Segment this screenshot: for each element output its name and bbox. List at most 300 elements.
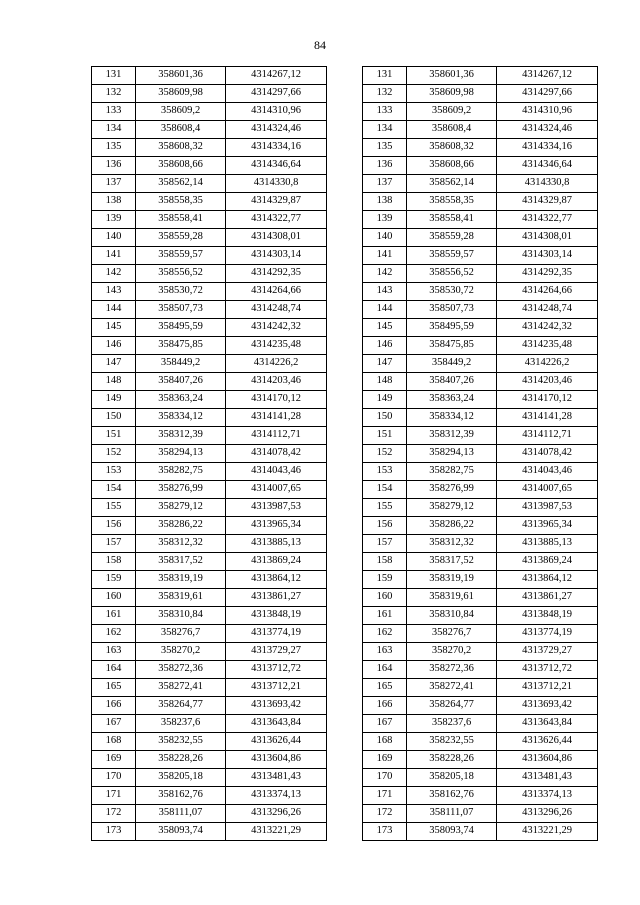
table-row [92, 499, 327, 517]
point-number-cell: 167 [363, 715, 407, 733]
point-number-cell: 160 [92, 589, 136, 607]
table-row [92, 175, 327, 193]
y-coordinate-cell: 4314310,96 [226, 103, 327, 121]
point-number-cell: 165 [92, 679, 136, 697]
x-coordinate-cell: 358264,77 [407, 697, 497, 715]
table-row [363, 625, 598, 643]
y-coordinate-cell: 4313712,21 [497, 679, 598, 697]
table-row [363, 139, 598, 157]
x-coordinate-cell: 358530,72 [136, 283, 226, 301]
y-coordinate-cell: 4313861,27 [226, 589, 327, 607]
y-coordinate-cell: 4314297,66 [497, 85, 598, 103]
point-number-cell: 133 [363, 103, 407, 121]
x-coordinate-cell: 358407,26 [136, 373, 226, 391]
x-coordinate-cell: 358276,7 [136, 625, 226, 643]
point-number-cell: 172 [92, 805, 136, 823]
y-coordinate-cell: 4314322,77 [226, 211, 327, 229]
table-row [92, 571, 327, 589]
x-coordinate-cell: 358559,57 [407, 247, 497, 265]
point-number-cell: 131 [363, 67, 407, 85]
y-coordinate-cell: 4314141,28 [497, 409, 598, 427]
table-row [363, 661, 598, 679]
y-coordinate-cell: 4314235,48 [497, 337, 598, 355]
table-row [92, 679, 327, 697]
x-coordinate-cell: 358286,22 [136, 517, 226, 535]
table-row [92, 625, 327, 643]
y-coordinate-cell: 4314078,42 [226, 445, 327, 463]
y-coordinate-cell: 4314264,66 [497, 283, 598, 301]
y-coordinate-cell: 4314043,46 [226, 463, 327, 481]
table-row [92, 337, 327, 355]
y-coordinate-cell: 4313221,29 [497, 823, 598, 841]
table-body [363, 67, 598, 841]
table-row [363, 733, 598, 751]
table-row [363, 391, 598, 409]
point-number-cell: 152 [92, 445, 136, 463]
x-coordinate-cell: 358282,75 [136, 463, 226, 481]
x-coordinate-cell: 358495,59 [136, 319, 226, 337]
table-row [363, 463, 598, 481]
x-coordinate-cell: 358407,26 [407, 373, 497, 391]
x-coordinate-cell: 358608,32 [136, 139, 226, 157]
point-number-cell: 138 [92, 193, 136, 211]
table-row [92, 535, 327, 553]
y-coordinate-cell: 4314043,46 [497, 463, 598, 481]
x-coordinate-cell: 358558,41 [136, 211, 226, 229]
table-row [363, 553, 598, 571]
y-coordinate-cell: 4314292,35 [226, 265, 327, 283]
y-coordinate-cell: 4313693,42 [226, 697, 327, 715]
point-number-cell: 134 [363, 121, 407, 139]
table-row [363, 517, 598, 535]
table-row [363, 211, 598, 229]
point-number-cell: 158 [92, 553, 136, 571]
x-coordinate-cell: 358272,36 [407, 661, 497, 679]
y-coordinate-cell: 4313869,24 [497, 553, 598, 571]
table-row [363, 319, 598, 337]
y-coordinate-cell: 4314248,74 [497, 301, 598, 319]
point-number-cell: 156 [363, 517, 407, 535]
table-row [363, 481, 598, 499]
y-coordinate-cell: 4313965,34 [497, 517, 598, 535]
y-coordinate-cell: 4314329,87 [497, 193, 598, 211]
point-number-cell: 141 [92, 247, 136, 265]
y-coordinate-cell: 4313374,13 [497, 787, 598, 805]
x-coordinate-cell: 358232,55 [136, 733, 226, 751]
y-coordinate-cell: 4313693,42 [497, 697, 598, 715]
x-coordinate-cell: 358294,13 [407, 445, 497, 463]
table-row [363, 571, 598, 589]
point-number-cell: 171 [363, 787, 407, 805]
point-number-cell: 151 [92, 427, 136, 445]
point-number-cell: 140 [92, 229, 136, 247]
y-coordinate-cell: 4314226,2 [497, 355, 598, 373]
table-row [92, 427, 327, 445]
point-number-cell: 155 [92, 499, 136, 517]
table-row [363, 697, 598, 715]
y-coordinate-cell: 4314334,16 [226, 139, 327, 157]
y-coordinate-cell: 4314346,64 [497, 157, 598, 175]
x-coordinate-cell: 358286,22 [407, 517, 497, 535]
coordinates-table-left [91, 66, 327, 841]
y-coordinate-cell: 4314112,71 [497, 427, 598, 445]
table-body [92, 67, 327, 841]
x-coordinate-cell: 358609,98 [407, 85, 497, 103]
point-number-cell: 131 [92, 67, 136, 85]
y-coordinate-cell: 4314310,96 [497, 103, 598, 121]
point-number-cell: 144 [92, 301, 136, 319]
table-row [363, 715, 598, 733]
table-row [363, 355, 598, 373]
y-coordinate-cell: 4313481,43 [497, 769, 598, 787]
table-row [363, 301, 598, 319]
x-coordinate-cell: 358609,98 [136, 85, 226, 103]
x-coordinate-cell: 358608,32 [407, 139, 497, 157]
point-number-cell: 142 [92, 265, 136, 283]
y-coordinate-cell: 4313296,26 [226, 805, 327, 823]
table-row [363, 265, 598, 283]
x-coordinate-cell: 358279,12 [136, 499, 226, 517]
x-coordinate-cell: 358363,24 [407, 391, 497, 409]
x-coordinate-cell: 358272,36 [136, 661, 226, 679]
point-number-cell: 147 [92, 355, 136, 373]
y-coordinate-cell: 4314324,46 [226, 121, 327, 139]
point-number-cell: 159 [363, 571, 407, 589]
table-row [363, 157, 598, 175]
x-coordinate-cell: 358495,59 [407, 319, 497, 337]
y-coordinate-cell: 4314112,71 [226, 427, 327, 445]
x-coordinate-cell: 358558,41 [407, 211, 497, 229]
y-coordinate-cell: 4314267,12 [226, 67, 327, 85]
table-row [92, 409, 327, 427]
x-coordinate-cell: 358558,35 [136, 193, 226, 211]
table-row [92, 589, 327, 607]
y-coordinate-cell: 4314203,46 [497, 373, 598, 391]
table-row [92, 463, 327, 481]
y-coordinate-cell: 4313481,43 [226, 769, 327, 787]
y-coordinate-cell: 4313864,12 [226, 571, 327, 589]
table-row [363, 121, 598, 139]
y-coordinate-cell: 4314330,8 [497, 175, 598, 193]
y-coordinate-cell: 4314242,32 [497, 319, 598, 337]
point-number-cell: 146 [363, 337, 407, 355]
table-row [363, 283, 598, 301]
x-coordinate-cell: 358319,61 [136, 589, 226, 607]
point-number-cell: 167 [92, 715, 136, 733]
point-number-cell: 153 [92, 463, 136, 481]
point-number-cell: 132 [363, 85, 407, 103]
point-number-cell: 148 [92, 373, 136, 391]
y-coordinate-cell: 4313712,21 [226, 679, 327, 697]
point-number-cell: 170 [363, 769, 407, 787]
x-coordinate-cell: 358312,32 [407, 535, 497, 553]
y-coordinate-cell: 4314170,12 [497, 391, 598, 409]
y-coordinate-cell: 4314248,74 [226, 301, 327, 319]
x-coordinate-cell: 358228,26 [136, 751, 226, 769]
y-coordinate-cell: 4314007,65 [226, 481, 327, 499]
table-row [92, 769, 327, 787]
point-number-cell: 154 [92, 481, 136, 499]
y-coordinate-cell: 4313729,27 [226, 643, 327, 661]
y-coordinate-cell: 4313643,84 [226, 715, 327, 733]
table-row [92, 661, 327, 679]
x-coordinate-cell: 358205,18 [407, 769, 497, 787]
point-number-cell: 145 [363, 319, 407, 337]
table-row [92, 553, 327, 571]
x-coordinate-cell: 358530,72 [407, 283, 497, 301]
point-number-cell: 169 [363, 751, 407, 769]
table-row [92, 67, 327, 85]
y-coordinate-cell: 4314330,8 [226, 175, 327, 193]
y-coordinate-cell: 4314007,65 [497, 481, 598, 499]
x-coordinate-cell: 358475,85 [407, 337, 497, 355]
x-coordinate-cell: 358312,32 [136, 535, 226, 553]
point-number-cell: 162 [92, 625, 136, 643]
point-number-cell: 138 [363, 193, 407, 211]
y-coordinate-cell: 4313869,24 [226, 553, 327, 571]
point-number-cell: 155 [363, 499, 407, 517]
point-number-cell: 135 [363, 139, 407, 157]
point-number-cell: 149 [363, 391, 407, 409]
point-number-cell: 133 [92, 103, 136, 121]
x-coordinate-cell: 358276,99 [136, 481, 226, 499]
point-number-cell: 150 [363, 409, 407, 427]
x-coordinate-cell: 358562,14 [407, 175, 497, 193]
point-number-cell: 153 [363, 463, 407, 481]
table-row [363, 751, 598, 769]
point-number-cell: 136 [363, 157, 407, 175]
point-number-cell: 170 [92, 769, 136, 787]
point-number-cell: 164 [363, 661, 407, 679]
x-coordinate-cell: 358111,07 [136, 805, 226, 823]
y-coordinate-cell: 4313712,72 [497, 661, 598, 679]
table-row [92, 319, 327, 337]
x-coordinate-cell: 358562,14 [136, 175, 226, 193]
table-row [363, 643, 598, 661]
y-coordinate-cell: 4313885,13 [226, 535, 327, 553]
y-coordinate-cell: 4314226,2 [226, 355, 327, 373]
y-coordinate-cell: 4314267,12 [497, 67, 598, 85]
x-coordinate-cell: 358232,55 [407, 733, 497, 751]
table-row [92, 283, 327, 301]
table-row [92, 247, 327, 265]
y-coordinate-cell: 4314308,01 [226, 229, 327, 247]
y-coordinate-cell: 4314141,28 [226, 409, 327, 427]
x-coordinate-cell: 358319,19 [407, 571, 497, 589]
x-coordinate-cell: 358449,2 [136, 355, 226, 373]
point-number-cell: 139 [363, 211, 407, 229]
y-coordinate-cell: 4314203,46 [226, 373, 327, 391]
point-number-cell: 163 [92, 643, 136, 661]
point-number-cell: 150 [92, 409, 136, 427]
table-row [363, 823, 598, 841]
table-row [92, 607, 327, 625]
y-coordinate-cell: 4313729,27 [497, 643, 598, 661]
y-coordinate-cell: 4313643,84 [497, 715, 598, 733]
x-coordinate-cell: 358282,75 [407, 463, 497, 481]
y-coordinate-cell: 4314303,14 [497, 247, 598, 265]
x-coordinate-cell: 358237,6 [407, 715, 497, 733]
y-coordinate-cell: 4314078,42 [497, 445, 598, 463]
x-coordinate-cell: 358449,2 [407, 355, 497, 373]
table-row [92, 751, 327, 769]
y-coordinate-cell: 4314264,66 [226, 283, 327, 301]
x-coordinate-cell: 358279,12 [407, 499, 497, 517]
table-row [92, 301, 327, 319]
x-coordinate-cell: 358507,73 [407, 301, 497, 319]
table-row [92, 265, 327, 283]
point-number-cell: 140 [363, 229, 407, 247]
x-coordinate-cell: 358601,36 [407, 67, 497, 85]
y-coordinate-cell: 4314170,12 [226, 391, 327, 409]
table-row [92, 697, 327, 715]
point-number-cell: 145 [92, 319, 136, 337]
x-coordinate-cell: 358310,84 [407, 607, 497, 625]
point-number-cell: 173 [363, 823, 407, 841]
x-coordinate-cell: 358093,74 [136, 823, 226, 841]
y-coordinate-cell: 4314242,32 [226, 319, 327, 337]
x-coordinate-cell: 358608,4 [136, 121, 226, 139]
point-number-cell: 173 [92, 823, 136, 841]
table-row [92, 391, 327, 409]
y-coordinate-cell: 4314346,64 [226, 157, 327, 175]
x-coordinate-cell: 358559,28 [136, 229, 226, 247]
y-coordinate-cell: 4313848,19 [497, 607, 598, 625]
point-number-cell: 148 [363, 373, 407, 391]
table-row [92, 193, 327, 211]
x-coordinate-cell: 358162,76 [136, 787, 226, 805]
table-row [363, 787, 598, 805]
y-coordinate-cell: 4314324,46 [497, 121, 598, 139]
y-coordinate-cell: 4314308,01 [497, 229, 598, 247]
x-coordinate-cell: 358093,74 [407, 823, 497, 841]
table-row [92, 373, 327, 391]
point-number-cell: 147 [363, 355, 407, 373]
point-number-cell: 142 [363, 265, 407, 283]
table-row [363, 85, 598, 103]
point-number-cell: 152 [363, 445, 407, 463]
table-row [92, 787, 327, 805]
x-coordinate-cell: 358228,26 [407, 751, 497, 769]
point-number-cell: 157 [363, 535, 407, 553]
point-number-cell: 134 [92, 121, 136, 139]
y-coordinate-cell: 4313626,44 [226, 733, 327, 751]
table-row [363, 373, 598, 391]
point-number-cell: 162 [363, 625, 407, 643]
point-number-cell: 151 [363, 427, 407, 445]
point-number-cell: 161 [363, 607, 407, 625]
y-coordinate-cell: 4313221,29 [226, 823, 327, 841]
table-row [363, 499, 598, 517]
point-number-cell: 163 [363, 643, 407, 661]
point-number-cell: 132 [92, 85, 136, 103]
x-coordinate-cell: 358276,99 [407, 481, 497, 499]
table-row [92, 517, 327, 535]
point-number-cell: 139 [92, 211, 136, 229]
x-coordinate-cell: 358559,28 [407, 229, 497, 247]
x-coordinate-cell: 358609,2 [407, 103, 497, 121]
x-coordinate-cell: 358608,66 [407, 157, 497, 175]
x-coordinate-cell: 358264,77 [136, 697, 226, 715]
table-row [92, 715, 327, 733]
table-row [363, 445, 598, 463]
table-row [92, 805, 327, 823]
point-number-cell: 169 [92, 751, 136, 769]
y-coordinate-cell: 4314322,77 [497, 211, 598, 229]
y-coordinate-cell: 4314292,35 [497, 265, 598, 283]
point-number-cell: 143 [363, 283, 407, 301]
point-number-cell: 137 [92, 175, 136, 193]
table-row [363, 769, 598, 787]
x-coordinate-cell: 358608,66 [136, 157, 226, 175]
table-row [363, 409, 598, 427]
y-coordinate-cell: 4313296,26 [497, 805, 598, 823]
point-number-cell: 137 [363, 175, 407, 193]
x-coordinate-cell: 358272,41 [136, 679, 226, 697]
y-coordinate-cell: 4313864,12 [497, 571, 598, 589]
point-number-cell: 146 [92, 337, 136, 355]
table-row [363, 247, 598, 265]
point-number-cell: 154 [363, 481, 407, 499]
point-number-cell: 156 [92, 517, 136, 535]
point-number-cell: 161 [92, 607, 136, 625]
point-number-cell: 144 [363, 301, 407, 319]
y-coordinate-cell: 4313374,13 [226, 787, 327, 805]
x-coordinate-cell: 358312,39 [136, 427, 226, 445]
y-coordinate-cell: 4313987,53 [226, 499, 327, 517]
point-number-cell: 160 [363, 589, 407, 607]
point-number-cell: 157 [92, 535, 136, 553]
point-number-cell: 159 [92, 571, 136, 589]
x-coordinate-cell: 358237,6 [136, 715, 226, 733]
table-row [92, 733, 327, 751]
y-coordinate-cell: 4313774,19 [226, 625, 327, 643]
y-coordinate-cell: 4313861,27 [497, 589, 598, 607]
point-number-cell: 158 [363, 553, 407, 571]
x-coordinate-cell: 358334,12 [136, 409, 226, 427]
point-number-cell: 149 [92, 391, 136, 409]
x-coordinate-cell: 358111,07 [407, 805, 497, 823]
table-row [363, 589, 598, 607]
point-number-cell: 166 [92, 697, 136, 715]
y-coordinate-cell: 4314235,48 [226, 337, 327, 355]
point-number-cell: 165 [363, 679, 407, 697]
table-row [92, 643, 327, 661]
page-number: 84 [314, 38, 326, 52]
x-coordinate-cell: 358205,18 [136, 769, 226, 787]
x-coordinate-cell: 358507,73 [136, 301, 226, 319]
x-coordinate-cell: 358319,19 [136, 571, 226, 589]
point-number-cell: 136 [92, 157, 136, 175]
table-row [92, 211, 327, 229]
x-coordinate-cell: 358556,52 [407, 265, 497, 283]
x-coordinate-cell: 358310,84 [136, 607, 226, 625]
table-row [363, 607, 598, 625]
point-number-cell: 143 [92, 283, 136, 301]
x-coordinate-cell: 358317,52 [136, 553, 226, 571]
y-coordinate-cell: 4313774,19 [497, 625, 598, 643]
table-row [92, 229, 327, 247]
x-coordinate-cell: 358270,2 [136, 643, 226, 661]
y-coordinate-cell: 4313604,86 [497, 751, 598, 769]
x-coordinate-cell: 358558,35 [407, 193, 497, 211]
point-number-cell: 141 [363, 247, 407, 265]
table-row [363, 805, 598, 823]
x-coordinate-cell: 358556,52 [136, 265, 226, 283]
point-number-cell: 164 [92, 661, 136, 679]
point-number-cell: 135 [92, 139, 136, 157]
x-coordinate-cell: 358312,39 [407, 427, 497, 445]
